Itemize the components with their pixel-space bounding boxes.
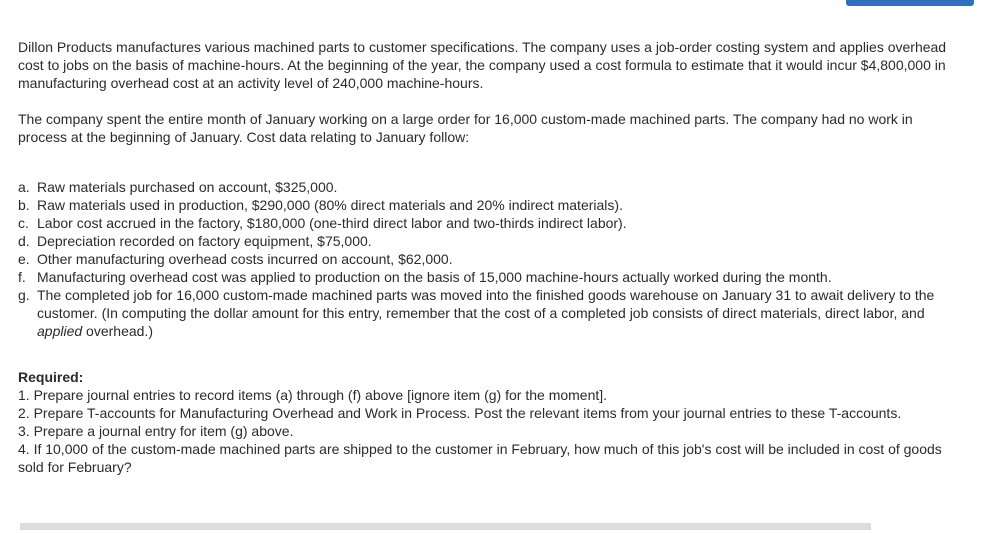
problem-content xyxy=(18,38,963,476)
cost-data-list xyxy=(18,178,963,340)
item-marker: d. xyxy=(18,233,30,249)
item-text xyxy=(37,286,963,340)
item-text-emphasis: applied xyxy=(37,323,83,339)
list-item xyxy=(18,232,963,250)
item-marker: e. xyxy=(18,251,30,267)
list-item xyxy=(18,286,963,340)
top-accent-bar xyxy=(846,0,974,6)
item-text: Depreciation recorded on factory equipment, $75,000. xyxy=(37,233,372,249)
required-item: 1. Prepare journal entries to record items (a) through (f) above [ignore item (g) for the moment]. xyxy=(18,387,608,403)
item-marker: c. xyxy=(18,215,29,231)
item-marker: f. xyxy=(18,269,26,285)
item-text: Raw materials purchased on account, $325,000. xyxy=(37,179,338,195)
item-text: Other manufacturing overhead costs incurred on account, $62,000. xyxy=(37,251,453,267)
item-marker: g. xyxy=(18,287,30,303)
list-item xyxy=(18,250,963,268)
january-paragraph: The company spent the entire month of January working on a large order for 16,000 custom-made machined parts. The company had no work in process at the beginning of January. Cost data relating to January follow: xyxy=(18,111,913,145)
required-heading: Required: xyxy=(18,369,84,385)
required-list xyxy=(18,386,963,476)
item-text: Labor cost accrued in the factory, $180,000 (one-third direct labor and two-thirds indirect labor). xyxy=(37,215,627,231)
required-item: 4. If 10,000 of the custom-made machined parts are shipped to the customer in February, how much of this job's cost will be included in cost of goods sold for February? xyxy=(18,441,942,475)
required-section xyxy=(18,368,963,476)
list-item xyxy=(18,214,963,232)
list-item xyxy=(18,196,963,214)
horizontal-scrollbar[interactable] xyxy=(20,523,871,530)
list-item xyxy=(18,268,963,286)
required-item: 3. Prepare a journal entry for item (g) above. xyxy=(18,423,294,439)
item-marker: a. xyxy=(18,179,30,195)
item-text: Manufacturing overhead cost was applied to production on the basis of 15,000 machine-hours actually worked during the month. xyxy=(37,269,832,285)
item-text: Raw materials used in production, $290,000 (80% direct materials and 20% indirect materials). xyxy=(37,197,623,213)
intro-paragraph: Dillon Products manufactures various machined parts to customer specifications. The company uses a job-order costing system and applies overhead cost to jobs on the basis of machine-hours. At the beginning of the year, the company used a cost formula to estimate that it would incur $4,800,000 in manufacturing overhead cost at an activity level of 240,000 machine-hours. xyxy=(18,39,947,91)
item-text-after: overhead.) xyxy=(82,323,153,339)
list-item xyxy=(18,178,963,196)
required-item: 2. Prepare T-accounts for Manufacturing Overhead and Work in Process. Post the relevant items from your journal entries to these T-accounts. xyxy=(18,405,902,421)
item-marker: b. xyxy=(18,197,30,213)
item-text-before: The completed job for 16,000 custom-made machined parts was moved into the finished goods warehouse on January 31 to await delivery to the customer. (In computing the dollar amount for this entry, remember that the cost of a completed job consists of direct materials, direct labor, and xyxy=(37,287,935,321)
